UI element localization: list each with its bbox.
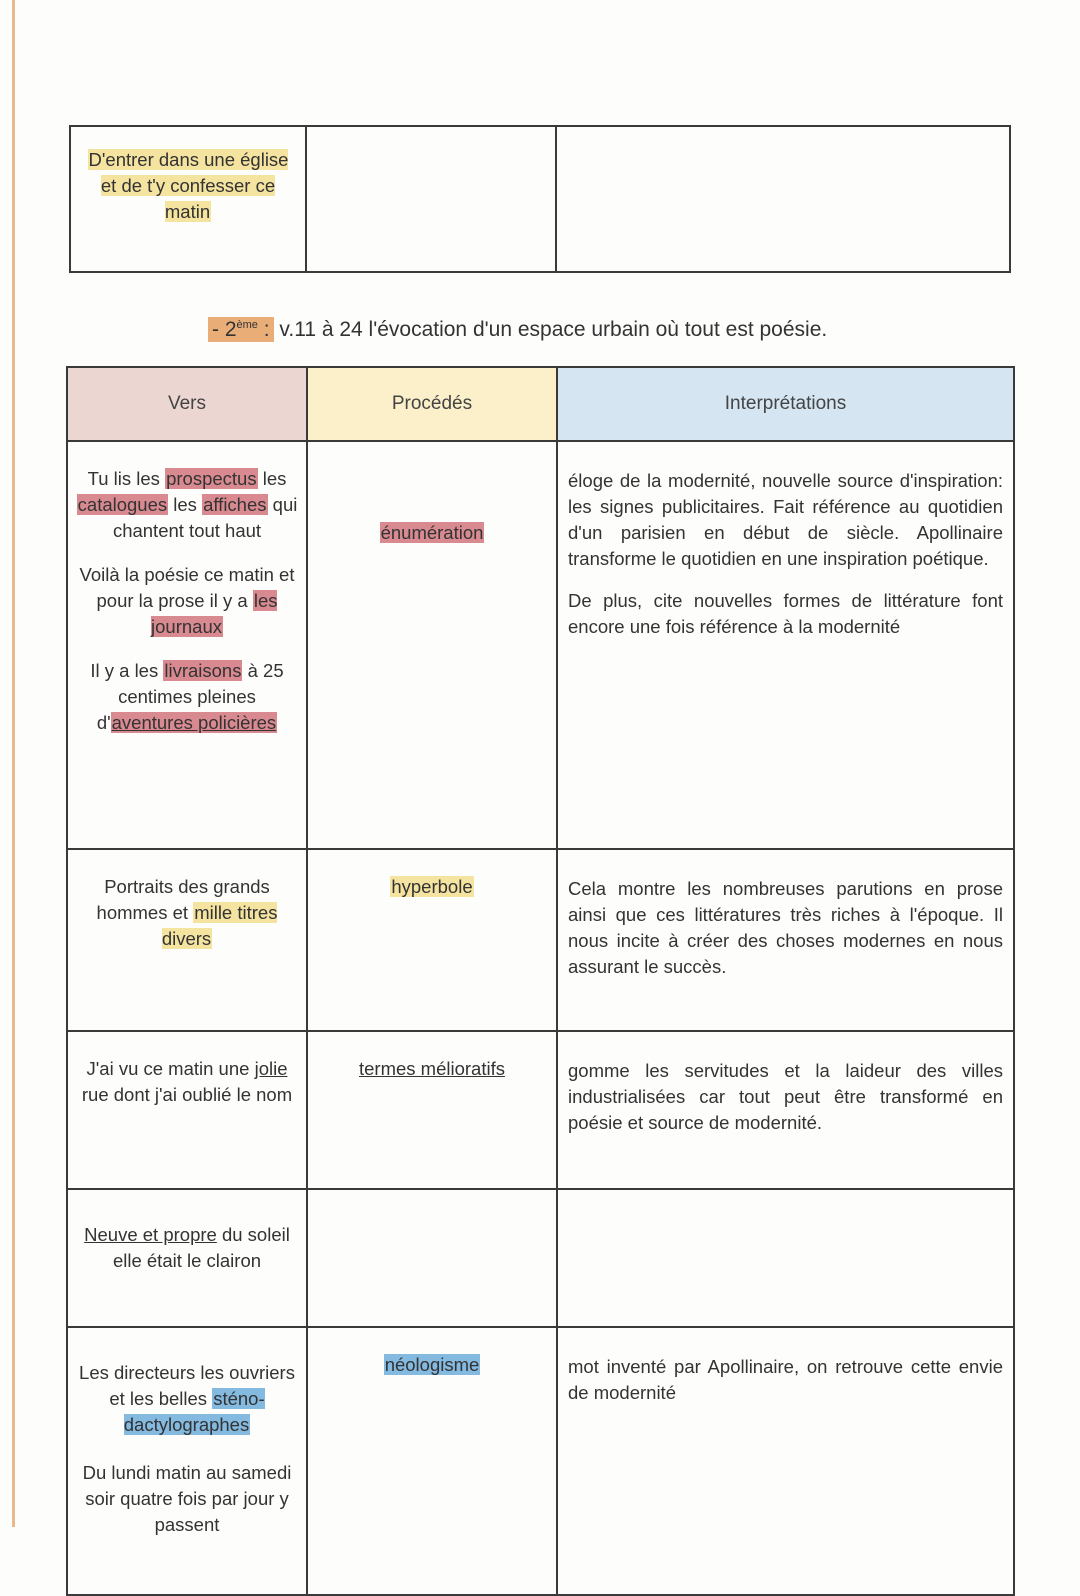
- margin-line: [12, 0, 15, 1527]
- highlight-yellow: mille titres divers: [161, 902, 278, 949]
- interpretation-text: De plus, cite nouvelles formes de littérature font encore une fois référence à la modernité: [568, 590, 1003, 637]
- verse: Il y a les livraisons à 25 centimes pleines d'aventures policières: [90, 660, 284, 733]
- interpretations-cell: [557, 441, 1014, 849]
- highlight-pink: aventures policières: [111, 712, 277, 733]
- procedes-cell: [307, 1189, 557, 1327]
- interpretation-text: éloge de la modernité, nouvelle source d'inspiration: les signes publicitaires. Fait référence au quotidien d'un parisien en début de siècle. Apollinaire transforme le quotidien en une inspiration poétique.: [568, 470, 1003, 569]
- highlight-pink: les journaux: [151, 590, 278, 637]
- highlight-pink: affiches: [203, 494, 267, 515]
- procede-label: néologisme: [384, 1354, 480, 1375]
- analysis-table: [66, 366, 1015, 1596]
- procede-label: énumération: [380, 522, 484, 543]
- vers-cell: Portraits des grands hommes et mille titres divers: [67, 849, 307, 1031]
- procedes-cell: [307, 849, 557, 1031]
- procede-label: hyperbole: [391, 876, 473, 897]
- table-row: [67, 849, 1014, 1031]
- header-interpretations: Interprétations: [557, 367, 1014, 441]
- highlight-pink: prospectus: [166, 468, 257, 489]
- interpretations-cell: [556, 126, 1010, 272]
- section-number: - 2ème :: [208, 317, 274, 342]
- procedes-cell: [306, 126, 556, 272]
- vers-cell: [67, 441, 307, 849]
- highlight-blue: sténo-dactylographes: [123, 1388, 265, 1435]
- table-row: [67, 441, 1014, 849]
- interpretations-cell: gomme les servitudes et la laideur des villes industrialisées car tout peut être transformé en poésie et source de modernité.: [557, 1031, 1014, 1189]
- highlight-pink: livraisons: [164, 660, 242, 681]
- section-title: [208, 318, 827, 342]
- highlight-pink: catalogues: [77, 494, 168, 515]
- verse: Tu lis les prospectus les catalogues les affiches qui chantent tout haut: [77, 468, 298, 541]
- procedes-cell: [307, 1031, 557, 1189]
- previous-section-table: [69, 125, 1011, 273]
- interpretations-cell: [557, 1189, 1014, 1327]
- interpretations-cell: Cela montre les nombreuses parutions en prose ainsi que ces littératures très riches à l'époque. Il nous incite à créer des choses modernes en nous assurant le succès.: [557, 849, 1014, 1031]
- verse: Voilà la poésie ce matin et pour la prose il y a les journaux: [79, 564, 295, 637]
- header-procedes: Procédés: [307, 367, 557, 441]
- vers-cell: Neuve et propre du soleil elle était le clairon: [67, 1189, 307, 1327]
- interpretations-cell: mot inventé par Apollinaire, on retrouve cette envie de modernité: [557, 1327, 1014, 1595]
- verse: Du lundi matin au samedi soir quatre fois par jour y passent: [82, 1462, 292, 1535]
- table-row: [67, 1189, 1014, 1327]
- procedes-cell: [307, 441, 557, 849]
- section-heading: v.11 à 24 l'évocation d'un espace urbain où tout est poésie.: [273, 318, 828, 341]
- table-row: [70, 126, 1010, 272]
- underlined-word: jolie: [254, 1058, 288, 1079]
- header-vers: Vers: [67, 367, 307, 441]
- procede-label: termes mélioratifs: [359, 1058, 505, 1079]
- vers-cell: [67, 1327, 307, 1595]
- header-row: [67, 367, 1014, 441]
- verse-highlight: D'entrer dans une église et de t'y confesser ce matin: [88, 149, 289, 222]
- table-row: [67, 1031, 1014, 1189]
- verse: Les directeurs les ouvriers et les belles sténo-dactylographes: [79, 1362, 295, 1435]
- table-row: [67, 1327, 1014, 1595]
- underlined-word: Neuve et propre: [84, 1224, 217, 1245]
- vers-cell: [70, 126, 306, 272]
- vers-cell: J'ai vu ce matin une jolie rue dont j'ai oublié le nom: [67, 1031, 307, 1189]
- procedes-cell: [307, 1327, 557, 1595]
